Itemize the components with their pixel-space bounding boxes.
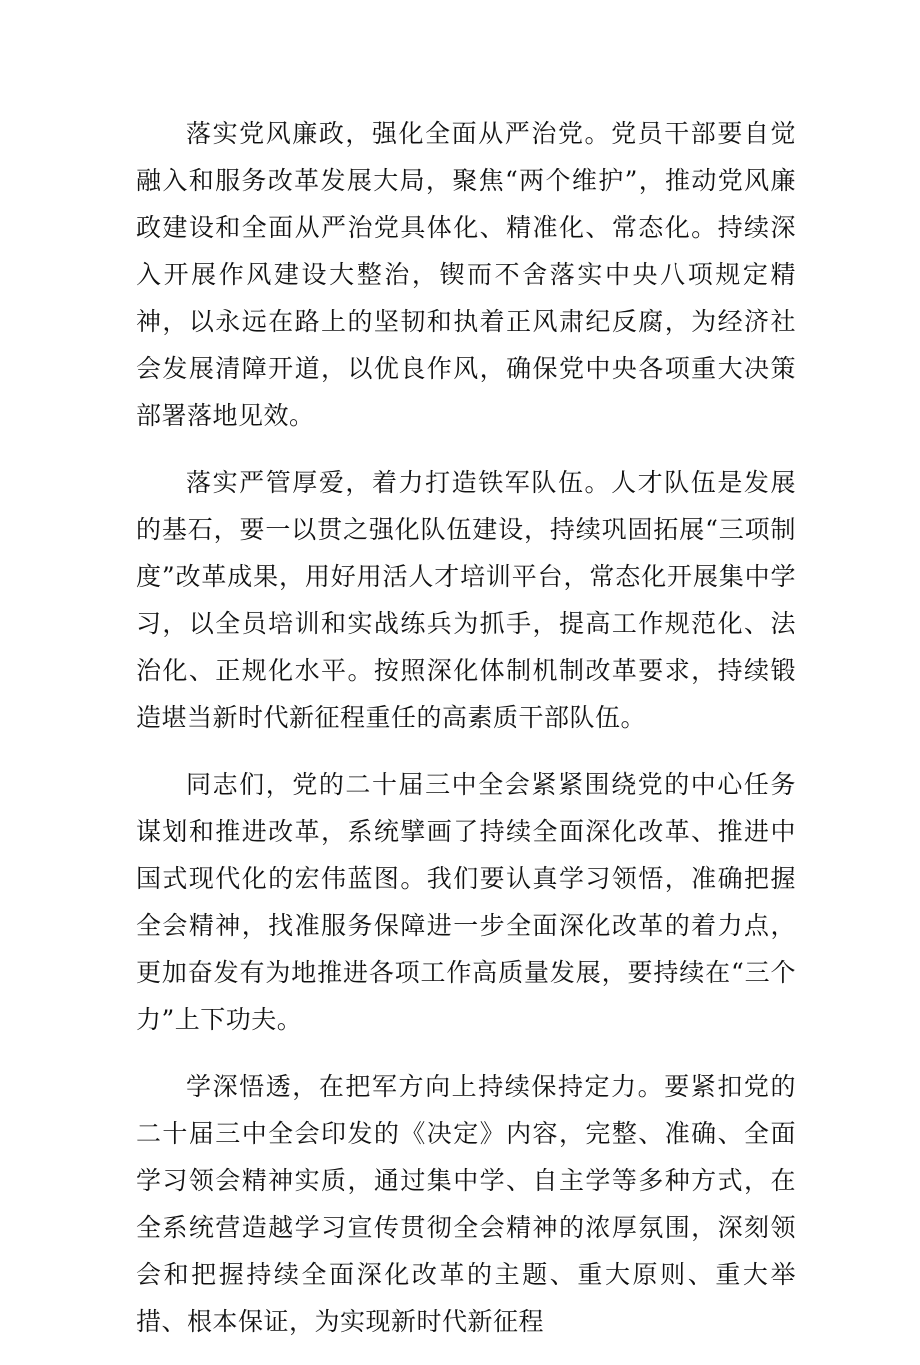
paragraph-study-understand: 学深悟透，在把军方向上持续保持定力。要紧扣党的二十届三中全会印发的《决定》内容，完整、准确、全面学习领会精神实质，通过集中学、自主学等多种方式，在全系统营造越学习宣传贯彻全会精神的浓厚氛围，深刻领会和把握持续全面深化改革的主题、重大原则、重大举措、根本保证，为实现新时代新征程 xyxy=(136,1072,796,1336)
paragraph-team-building: 落实严管厚爱，着力打造铁军队伍。人才队伍是发展的基石，要一以贯之强化队伍建设，持续巩固拓展“三项制度”改革成果，用好用活人才培训平台，常态化开展集中学习，以全员培训和实战练兵为抓手，提高工作规范化、法治化、正规化水平。按照深化体制机制改革要求，持续锻造堪当新时代新征程重任的高素质干部队伍。 xyxy=(136,468,796,732)
paragraph-plenary-session: 同志们，党的二十届三中全会紧紧围绕党的中心任务谋划和推进改革，系统擘画了持续全面深化改革、推进中国式现代化的宏伟蓝图。我们要认真学习领悟，准确把握全会精神，找准服务保障进一步全面深化改革的着力点，更加奋发有为地推进各项工作高质量发展，要持续在“三个力”上下功夫。 xyxy=(136,770,796,1034)
document-body xyxy=(136,110,796,1365)
paragraph-party-conduct: 落实党风廉政，强化全面从严治党。党员干部要自觉融入和服务改革发展大局，聚焦“两个维护”，推动党风廉政建设和全面从严治党具体化、精准化、常态化。持续深入开展作风建设大整治，锲而不舍落实中央八项规定精神，以永远在路上的坚韧和执着正风肃纪反腐，为经济社会发展清障开道，以优良作风，确保党中央各项重大决策部署落地见效。 xyxy=(136,119,796,430)
